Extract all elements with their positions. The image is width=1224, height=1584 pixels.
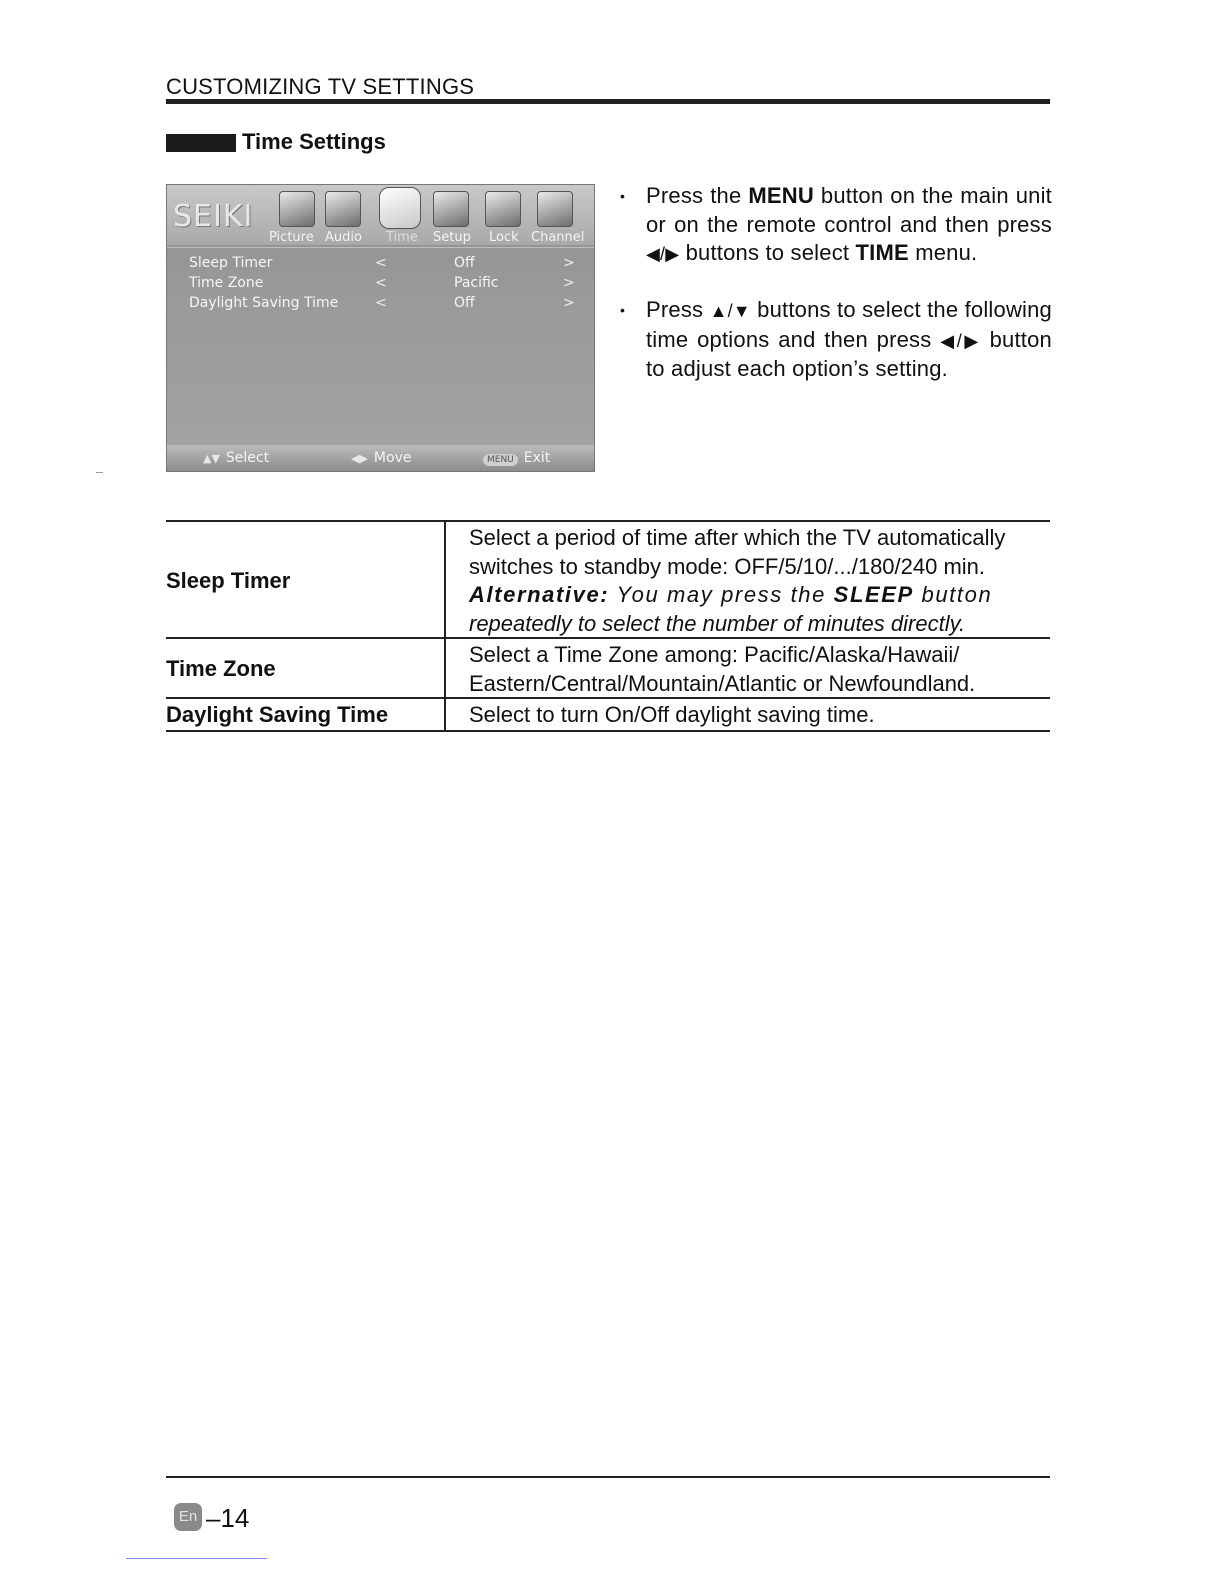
row-desc-time-zone: Select a Time Zone among: Pacific/Alaska/Hawaii/ Eastern/Central/Mountain/Atlantic or Newfoundland.	[469, 642, 976, 696]
tv-osd-screenshot	[166, 184, 595, 472]
table-rule-top	[166, 520, 1050, 522]
bullet-dot: •	[620, 188, 626, 204]
row-desc-daylight-saving: Select to turn On/Off daylight saving time.	[469, 702, 875, 727]
row-name-sleep-timer: Sleep Timer	[166, 568, 291, 593]
decorative-line	[126, 1558, 267, 1559]
subsection-marker	[166, 134, 236, 152]
setup-icon	[433, 191, 469, 227]
row-name-daylight-saving: Daylight Saving Time	[166, 702, 389, 727]
clock-icon	[379, 187, 421, 229]
channel-icon	[537, 191, 573, 227]
osd-tab-time: Time	[386, 230, 418, 245]
header-rule	[166, 99, 1050, 104]
up-down-arrows-icon: ▲/▼	[709, 301, 751, 321]
chevron-right-icon: >	[563, 275, 575, 291]
osd-row-label: Time Zone	[189, 275, 264, 291]
osd-tab-lock: Lock	[489, 230, 519, 245]
osd-tab-setup: Setup	[433, 230, 471, 245]
margin-mark	[96, 472, 103, 473]
audio-icon	[325, 191, 361, 227]
osd-brand-logo: SEIKI	[173, 199, 254, 234]
menu-keyword: MENU	[748, 183, 814, 208]
bullet-dot: •	[620, 302, 626, 318]
subsection-title: Time Settings	[242, 129, 386, 154]
osd-row-value: Off	[454, 295, 475, 311]
osd-row-label: Daylight Saving Time	[189, 295, 339, 311]
sleep-keyword: SLEEP	[833, 582, 914, 607]
osd-row-time-zone	[167, 275, 594, 295]
osd-row-value: Off	[454, 255, 475, 271]
osd-tab-audio: Audio	[325, 230, 362, 245]
osd-footer-exit: MENU Exit	[483, 450, 550, 466]
row-desc-sleep-timer: Select a period of time after which the TV automatically switches to standby mode: OFF/5/10/.../180/240 min. Alternative: You may press the SLEEP button repeatedly to select the number of minutes directly.	[469, 524, 1049, 638]
sleep-alternative-note: Alternative: You may press the SLEEP button	[469, 582, 993, 607]
chevron-left-icon: <	[375, 255, 387, 271]
lock-icon	[485, 191, 521, 227]
page-number: –14	[206, 1503, 250, 1533]
time-keyword: TIME	[855, 240, 909, 265]
section-title: CUSTOMIZING TV SETTINGS	[166, 74, 475, 99]
left-right-arrows-icon: ◀/▶	[646, 244, 680, 264]
table-rule-bottom	[166, 730, 1050, 732]
osd-tab-channel: Channel	[531, 230, 585, 245]
left-right-arrows-icon: ◀/▶	[940, 330, 981, 351]
chevron-left-icon: <	[375, 275, 387, 291]
chevron-right-icon: >	[563, 255, 575, 271]
instruction-bullet-1: • Press the MENU button on the main unit or on the remote control and then press ◀/▶ buttons to select TIME menu.	[620, 183, 1052, 265]
osd-row-sleep-timer	[167, 255, 594, 275]
chevron-right-icon: >	[563, 295, 575, 311]
instruction-bullet-2: • Press ▲/▼ buttons to select the following time options and then press ◀/▶ button to adjust each option’s setting.	[620, 297, 1052, 381]
up-down-arrows-icon: ▲▼	[203, 452, 220, 465]
osd-footer-select: ▲▼ Select	[203, 450, 270, 466]
osd-footer-move: ◀▶ Move	[351, 450, 412, 466]
language-badge: En	[174, 1503, 202, 1531]
osd-tab-picture: Picture	[269, 230, 314, 245]
osd-row-value: Pacific	[454, 275, 499, 291]
menu-key-icon: MENU	[483, 454, 518, 466]
osd-divider	[167, 247, 594, 248]
chevron-left-icon: <	[375, 295, 387, 311]
osd-row-label: Sleep Timer	[189, 255, 273, 271]
footer-rule	[166, 1476, 1050, 1478]
row-name-time-zone: Time Zone	[166, 656, 276, 681]
table-column-divider	[444, 520, 446, 732]
left-right-arrows-icon: ◀▶	[351, 452, 368, 465]
picture-icon	[279, 191, 315, 227]
osd-row-daylight-saving	[167, 295, 594, 315]
